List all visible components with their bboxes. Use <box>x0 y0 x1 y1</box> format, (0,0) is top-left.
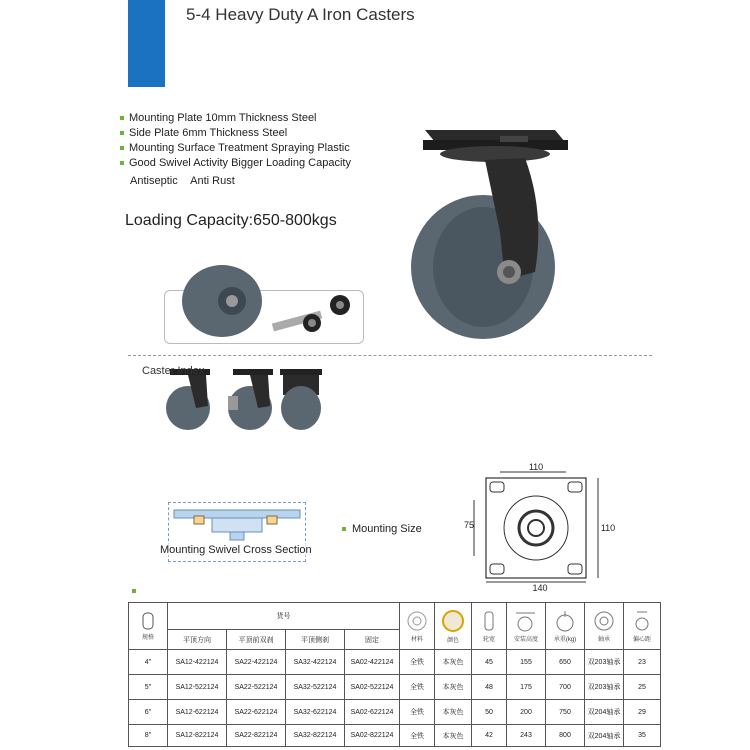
model-no-header: 货号 <box>168 603 400 630</box>
cross-section-diagram <box>172 506 302 542</box>
mounting-plate-drawing <box>460 460 620 595</box>
dim-bottom-width: 140 <box>532 583 548 593</box>
dim-top-width: 110 <box>528 462 544 472</box>
load-icon <box>552 610 578 632</box>
wheel-parts-image <box>180 255 360 345</box>
bullet-icon <box>342 527 346 531</box>
load-header: 承重(kg) <box>546 603 585 650</box>
feature-list <box>120 111 351 171</box>
wheel-width-icon <box>481 610 497 632</box>
anti-rust-label: Anti Rust <box>190 175 235 187</box>
caster-main-image <box>405 122 575 342</box>
accent-bar <box>128 0 165 87</box>
offset-icon <box>631 610 653 632</box>
bearing-icon <box>592 610 616 632</box>
loading-capacity: Loading Capacity:650-800kgs <box>125 212 337 229</box>
wheel-side-icon <box>138 612 158 630</box>
swivel-brake-header: 平顶前双刹 <box>227 630 286 650</box>
section-divider <box>128 355 652 356</box>
table-row: 6" SA12-622124 SA22-622124 SA32-622124 SA02-622124 全铁 本灰色 50 200 750 双204轴承 29 <box>129 700 661 725</box>
bearing-header: 轴承 <box>585 603 624 650</box>
swivel-header: 平顶方向 <box>168 630 227 650</box>
color-header: 颜色 <box>435 603 472 650</box>
bullet-icon <box>120 161 124 165</box>
bullet-icon <box>120 131 124 135</box>
antiseptic-label: Antiseptic <box>130 175 178 187</box>
bullet-icon <box>132 589 136 593</box>
table-row: 4" SA12-422124 SA22-422124 SA32-422124 SA02-422124 全铁 本灰色 45 155 650 双203轴承 23 <box>129 650 661 675</box>
width-header: 轮宽 <box>472 603 507 650</box>
table-row: 8" SA12-822124 SA22-822124 SA32-822124 SA02-822124 全铁 本灰色 42 243 800 双204轴承 35 <box>129 725 661 747</box>
mount-height-icon <box>513 610 539 632</box>
feature-item: Good Swivel Activity Bigger Loading Capacity <box>120 156 351 171</box>
material-icon <box>406 610 428 632</box>
feature-item: Mounting Surface Treatment Spraying Plastic <box>120 141 351 156</box>
table-row: 5" SA12-522124 SA22-522124 SA32-522124 SA02-522124 全铁 本灰色 48 175 700 双203轴承 25 <box>129 675 661 700</box>
dim-right-height: 110 <box>600 523 616 533</box>
anti-row <box>130 175 245 187</box>
side-brake-header: 平顶侧刹 <box>286 630 345 650</box>
material-header: 材料 <box>400 603 435 650</box>
offset-header: 偏心距 <box>624 603 661 650</box>
bullet-icon <box>120 116 124 120</box>
page-title: 5-4 Heavy Duty A Iron Casters <box>186 5 415 24</box>
mounting-size-label: Mounting Size <box>342 523 422 535</box>
caster-index-label: Caster Index <box>142 365 205 377</box>
cross-section-label: Mounting Swivel Cross Section <box>160 544 312 556</box>
spec-header-cell: 规格 <box>129 603 168 650</box>
feature-item: Mounting Plate 10mm Thickness Steel <box>120 111 351 126</box>
dim-left-height: 75 <box>463 520 475 530</box>
feature-item: Side Plate 6mm Thickness Steel <box>120 126 351 141</box>
fixed-header: 固定 <box>345 630 400 650</box>
bullet-icon <box>120 146 124 150</box>
spec-table <box>128 602 661 747</box>
height-header: 安装高度 <box>507 603 546 650</box>
color-swatch-icon <box>441 609 465 633</box>
